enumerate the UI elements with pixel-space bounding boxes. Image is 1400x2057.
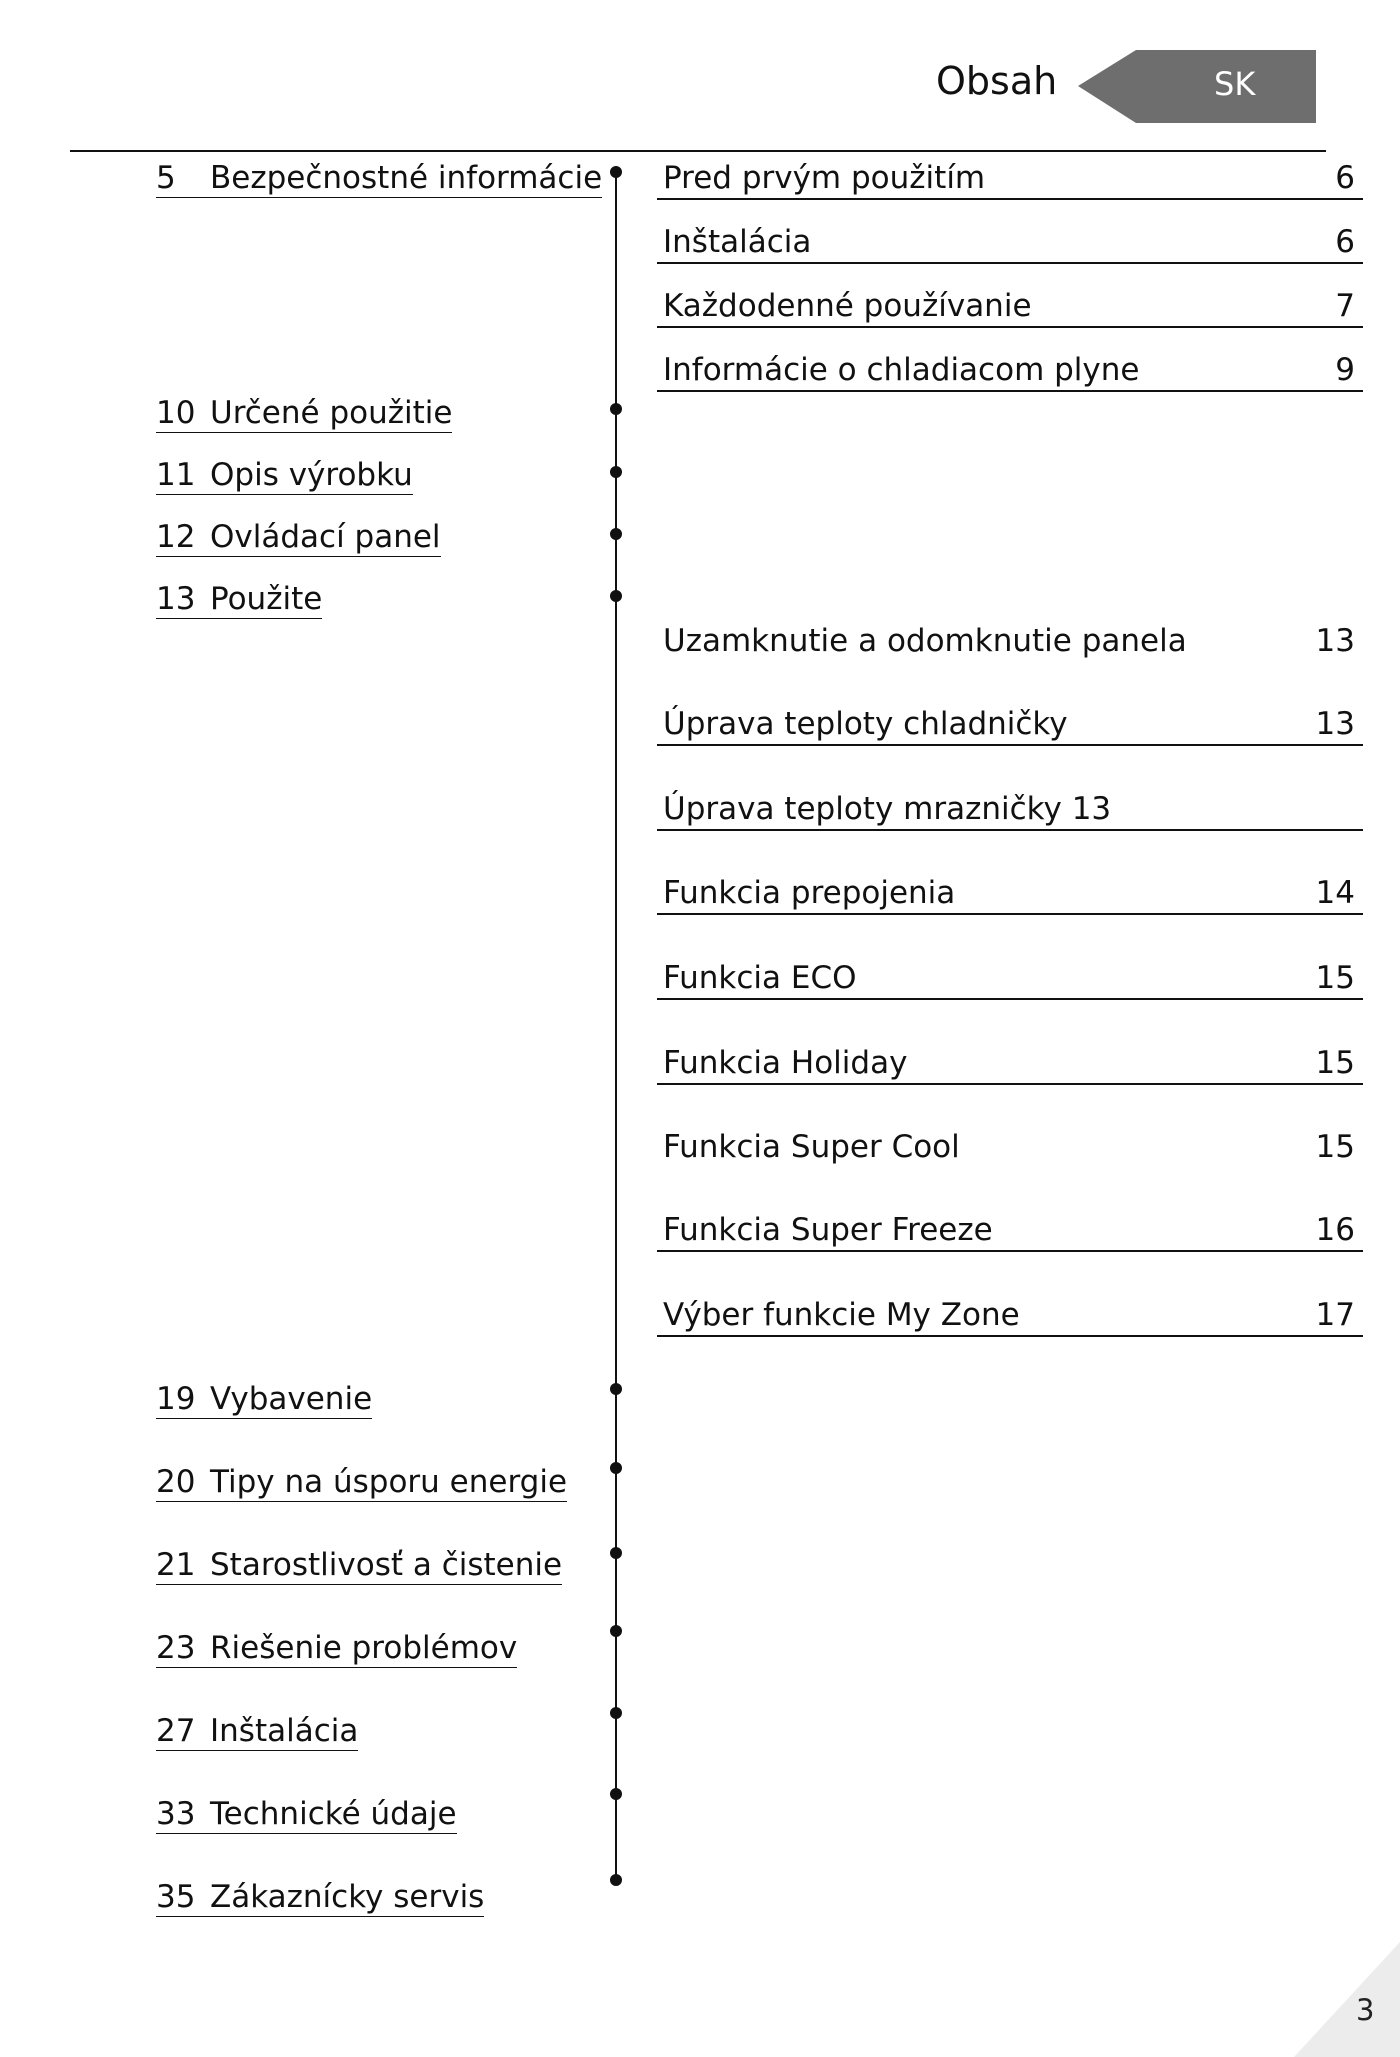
timeline-dot <box>610 1625 622 1637</box>
chapter-title: Vybavenie <box>210 1381 373 1417</box>
chapter-title: Inštalácia <box>210 1713 359 1749</box>
chapter-page-number: 19 <box>156 1381 196 1417</box>
toc-chapter-link[interactable] <box>156 1879 485 1917</box>
toc-chapter-link[interactable] <box>156 1796 457 1834</box>
chapter-title: Riešenie problémov <box>210 1630 518 1666</box>
chapter-title: Použite <box>210 581 323 617</box>
chapter-title: Zákaznícky servis <box>210 1879 485 1915</box>
toc-chapter-link[interactable] <box>156 1547 563 1585</box>
page-corner-shape <box>1294 1937 1400 2057</box>
timeline-dot <box>610 1788 622 1800</box>
subsection-page: 15 <box>1315 1045 1355 1081</box>
subsection-rule <box>657 913 1363 915</box>
subsection-title: Funkcia Super Cool <box>663 1129 960 1165</box>
chapter-page-number: 27 <box>156 1713 196 1749</box>
timeline-dot <box>610 1383 622 1395</box>
toc-chapter-link[interactable] <box>156 395 453 433</box>
chapter-page-number: 23 <box>156 1630 196 1666</box>
timeline-dot <box>610 1462 622 1474</box>
toc-chapter-link[interactable] <box>156 457 413 495</box>
subsection-page: 6 <box>1335 224 1355 260</box>
subsection-page: 13 <box>1315 623 1355 659</box>
timeline-dot <box>610 528 622 540</box>
chapter-page-number: 35 <box>156 1879 196 1915</box>
chapter-page-number: 33 <box>156 1796 196 1832</box>
language-tab <box>1078 50 1316 123</box>
subsection-rule <box>657 998 1363 1000</box>
subsection-page: 17 <box>1315 1297 1355 1333</box>
subsection-page: 13 <box>1315 706 1355 742</box>
subsection-page: 15 <box>1315 960 1355 996</box>
subsection-rule <box>657 262 1363 264</box>
subsection-rule <box>657 326 1363 328</box>
subsection-rule <box>657 1250 1363 1252</box>
language-tab-shape <box>1078 50 1316 123</box>
subsection-page: 14 <box>1315 875 1355 911</box>
timeline-dot <box>610 590 622 602</box>
subsection-page: 15 <box>1315 1129 1355 1165</box>
subsection-title: Funkcia Super Freeze <box>663 1212 993 1248</box>
chapter-page-number: 20 <box>156 1464 196 1500</box>
subsection-title: Uzamknutie a odomknutie panela <box>663 623 1187 659</box>
subsection-rule <box>657 829 1363 831</box>
chapter-title: Tipy na úsporu energie <box>210 1464 568 1500</box>
subsection-rule <box>657 1335 1363 1337</box>
subsection-title: Funkcia prepojenia <box>663 875 956 911</box>
subsection-rule <box>657 198 1363 200</box>
subsection-title: Funkcia ECO <box>663 960 857 996</box>
chapter-title: Bezpečnostné informácie <box>210 160 603 196</box>
timeline-dot <box>610 166 622 178</box>
subsection-title: Funkcia Holiday <box>663 1045 908 1081</box>
chapter-page-number: 11 <box>156 457 196 493</box>
chapter-page-number: 10 <box>156 395 196 431</box>
subsection-rule <box>657 1083 1363 1085</box>
subsection-rule <box>657 744 1363 746</box>
subsection-title: Informácie o chladiacom plyne <box>663 352 1140 388</box>
chapter-page-number: 21 <box>156 1547 196 1583</box>
subsection-page: 7 <box>1335 288 1355 324</box>
chapter-title: Technické údaje <box>210 1796 457 1832</box>
timeline-dot <box>610 1874 622 1886</box>
chapter-title: Opis výrobku <box>210 457 413 493</box>
toc-chapter-link[interactable] <box>156 160 603 198</box>
chapter-page-number: 12 <box>156 519 196 555</box>
timeline-dot <box>610 466 622 478</box>
timeline-dot <box>610 403 622 415</box>
subsection-title: Úprava teploty mrazničky 13 <box>663 791 1112 827</box>
page-number: 3 <box>1356 1993 1375 2027</box>
toc-timeline <box>615 166 617 1880</box>
chapter-title: Starostlivosť a čistenie <box>210 1547 563 1583</box>
language-label: SK <box>1214 65 1256 103</box>
subsection-page: 6 <box>1335 160 1355 196</box>
page-title: Obsah <box>936 59 1058 103</box>
toc-chapter-link[interactable] <box>156 519 441 557</box>
timeline-dot <box>610 1547 622 1559</box>
subsection-title: Pred prvým použitím <box>663 160 986 196</box>
chapter-title: Ovládací panel <box>210 519 441 555</box>
header-divider <box>70 150 1326 152</box>
subsection-title: Inštalácia <box>663 224 812 260</box>
subsection-rule <box>657 390 1363 392</box>
page-corner-tab <box>1294 1937 1400 2057</box>
subsection-title: Výber funkcie My Zone <box>663 1297 1020 1333</box>
toc-chapter-link[interactable] <box>156 1464 568 1502</box>
subsection-title: Úprava teploty chladničky <box>663 706 1068 742</box>
toc-chapter-link[interactable] <box>156 1713 359 1751</box>
timeline-dot <box>610 1707 622 1719</box>
toc-chapter-link[interactable] <box>156 1381 373 1419</box>
subsection-page: 16 <box>1315 1212 1355 1248</box>
subsection-title: Každodenné používanie <box>663 288 1032 324</box>
subsection-page: 9 <box>1335 352 1355 388</box>
toc-chapter-link[interactable] <box>156 581 323 619</box>
toc-chapter-link[interactable] <box>156 1630 518 1668</box>
chapter-title: Určené použitie <box>210 395 453 431</box>
chapter-page-number: 5 <box>156 160 176 196</box>
chapter-page-number: 13 <box>156 581 196 617</box>
